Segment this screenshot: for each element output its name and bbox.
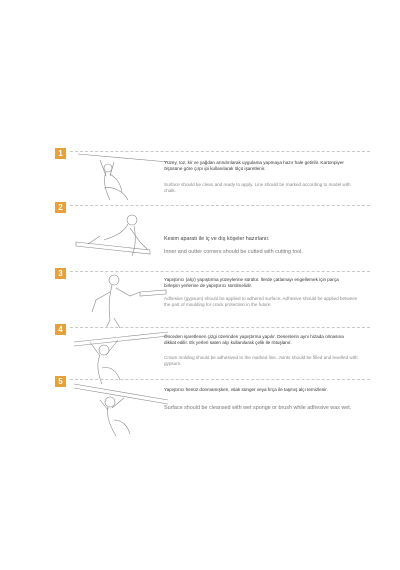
step-instruction-tr: Yüzey, toz, kir ve yağdan arındırılarak uygulama yapmaya hazır hale getirilir. Kartonpiyer ölçüsüne göre çırpı ipi kullanılarak ölçü işaretlenir. xyxy=(164,160,344,171)
step-instruction-tr: Önceden işaretlenen çizgi üzerinden yapıştırma yapılır. Desenlerin aynı hizada olmasına dikkat edilir. Ek yerleri saten alçı kullanılarak çelik ile rötuşlanır. xyxy=(164,334,344,345)
step-instruction-en: Surface should be clean and ready to apply. Line should be marked according to model with chalk. xyxy=(164,182,351,193)
step-number-badge: 5 xyxy=(55,376,66,387)
step-instruction-en: Surface should be cleansed with wet sponge or brush while adhesive was wet. xyxy=(164,405,352,411)
cutting-tool-illustration xyxy=(70,206,170,266)
step-instruction-en: Inner and outter corners should be cutted with cutting tool. xyxy=(164,249,303,255)
step-instruction-en: Crown molding should be adhesived to the marked line. Joints should be filled and levelled with gypsum. xyxy=(164,355,358,366)
cleaning-sponge-illustration xyxy=(70,380,170,440)
step-instruction-tr: Yapıştırıcı (alçı) yapıştırma yüzeylerine sürülür. İlerde çatlamayı engellemek için parça birleşim yerlerine de yapıştırıcı sürülmelidir. xyxy=(164,277,339,288)
applying-adhesive-illustration xyxy=(70,270,170,330)
step-number-badge: 4 xyxy=(55,324,66,335)
step-number-badge: 2 xyxy=(55,202,66,213)
worker-chalk-line-illustration xyxy=(70,148,170,208)
step-instruction-tr: Kesim aparatı ile iç ve dış köşeler hazırlanır. xyxy=(164,236,270,242)
step-instruction-en: Adhesive (gypsum) should be applied to adhered surface. Adhesive should be applied between the part of moulding for crack protection in the future. xyxy=(164,296,358,307)
step-instruction-tr: Yapıştırıcı henüz donmamışken, ıslak sünger veya fırça ile taşmış alçı temizlenir. xyxy=(164,387,328,392)
step-number-badge: 3 xyxy=(55,268,66,279)
step-number-badge: 1 xyxy=(55,148,66,159)
